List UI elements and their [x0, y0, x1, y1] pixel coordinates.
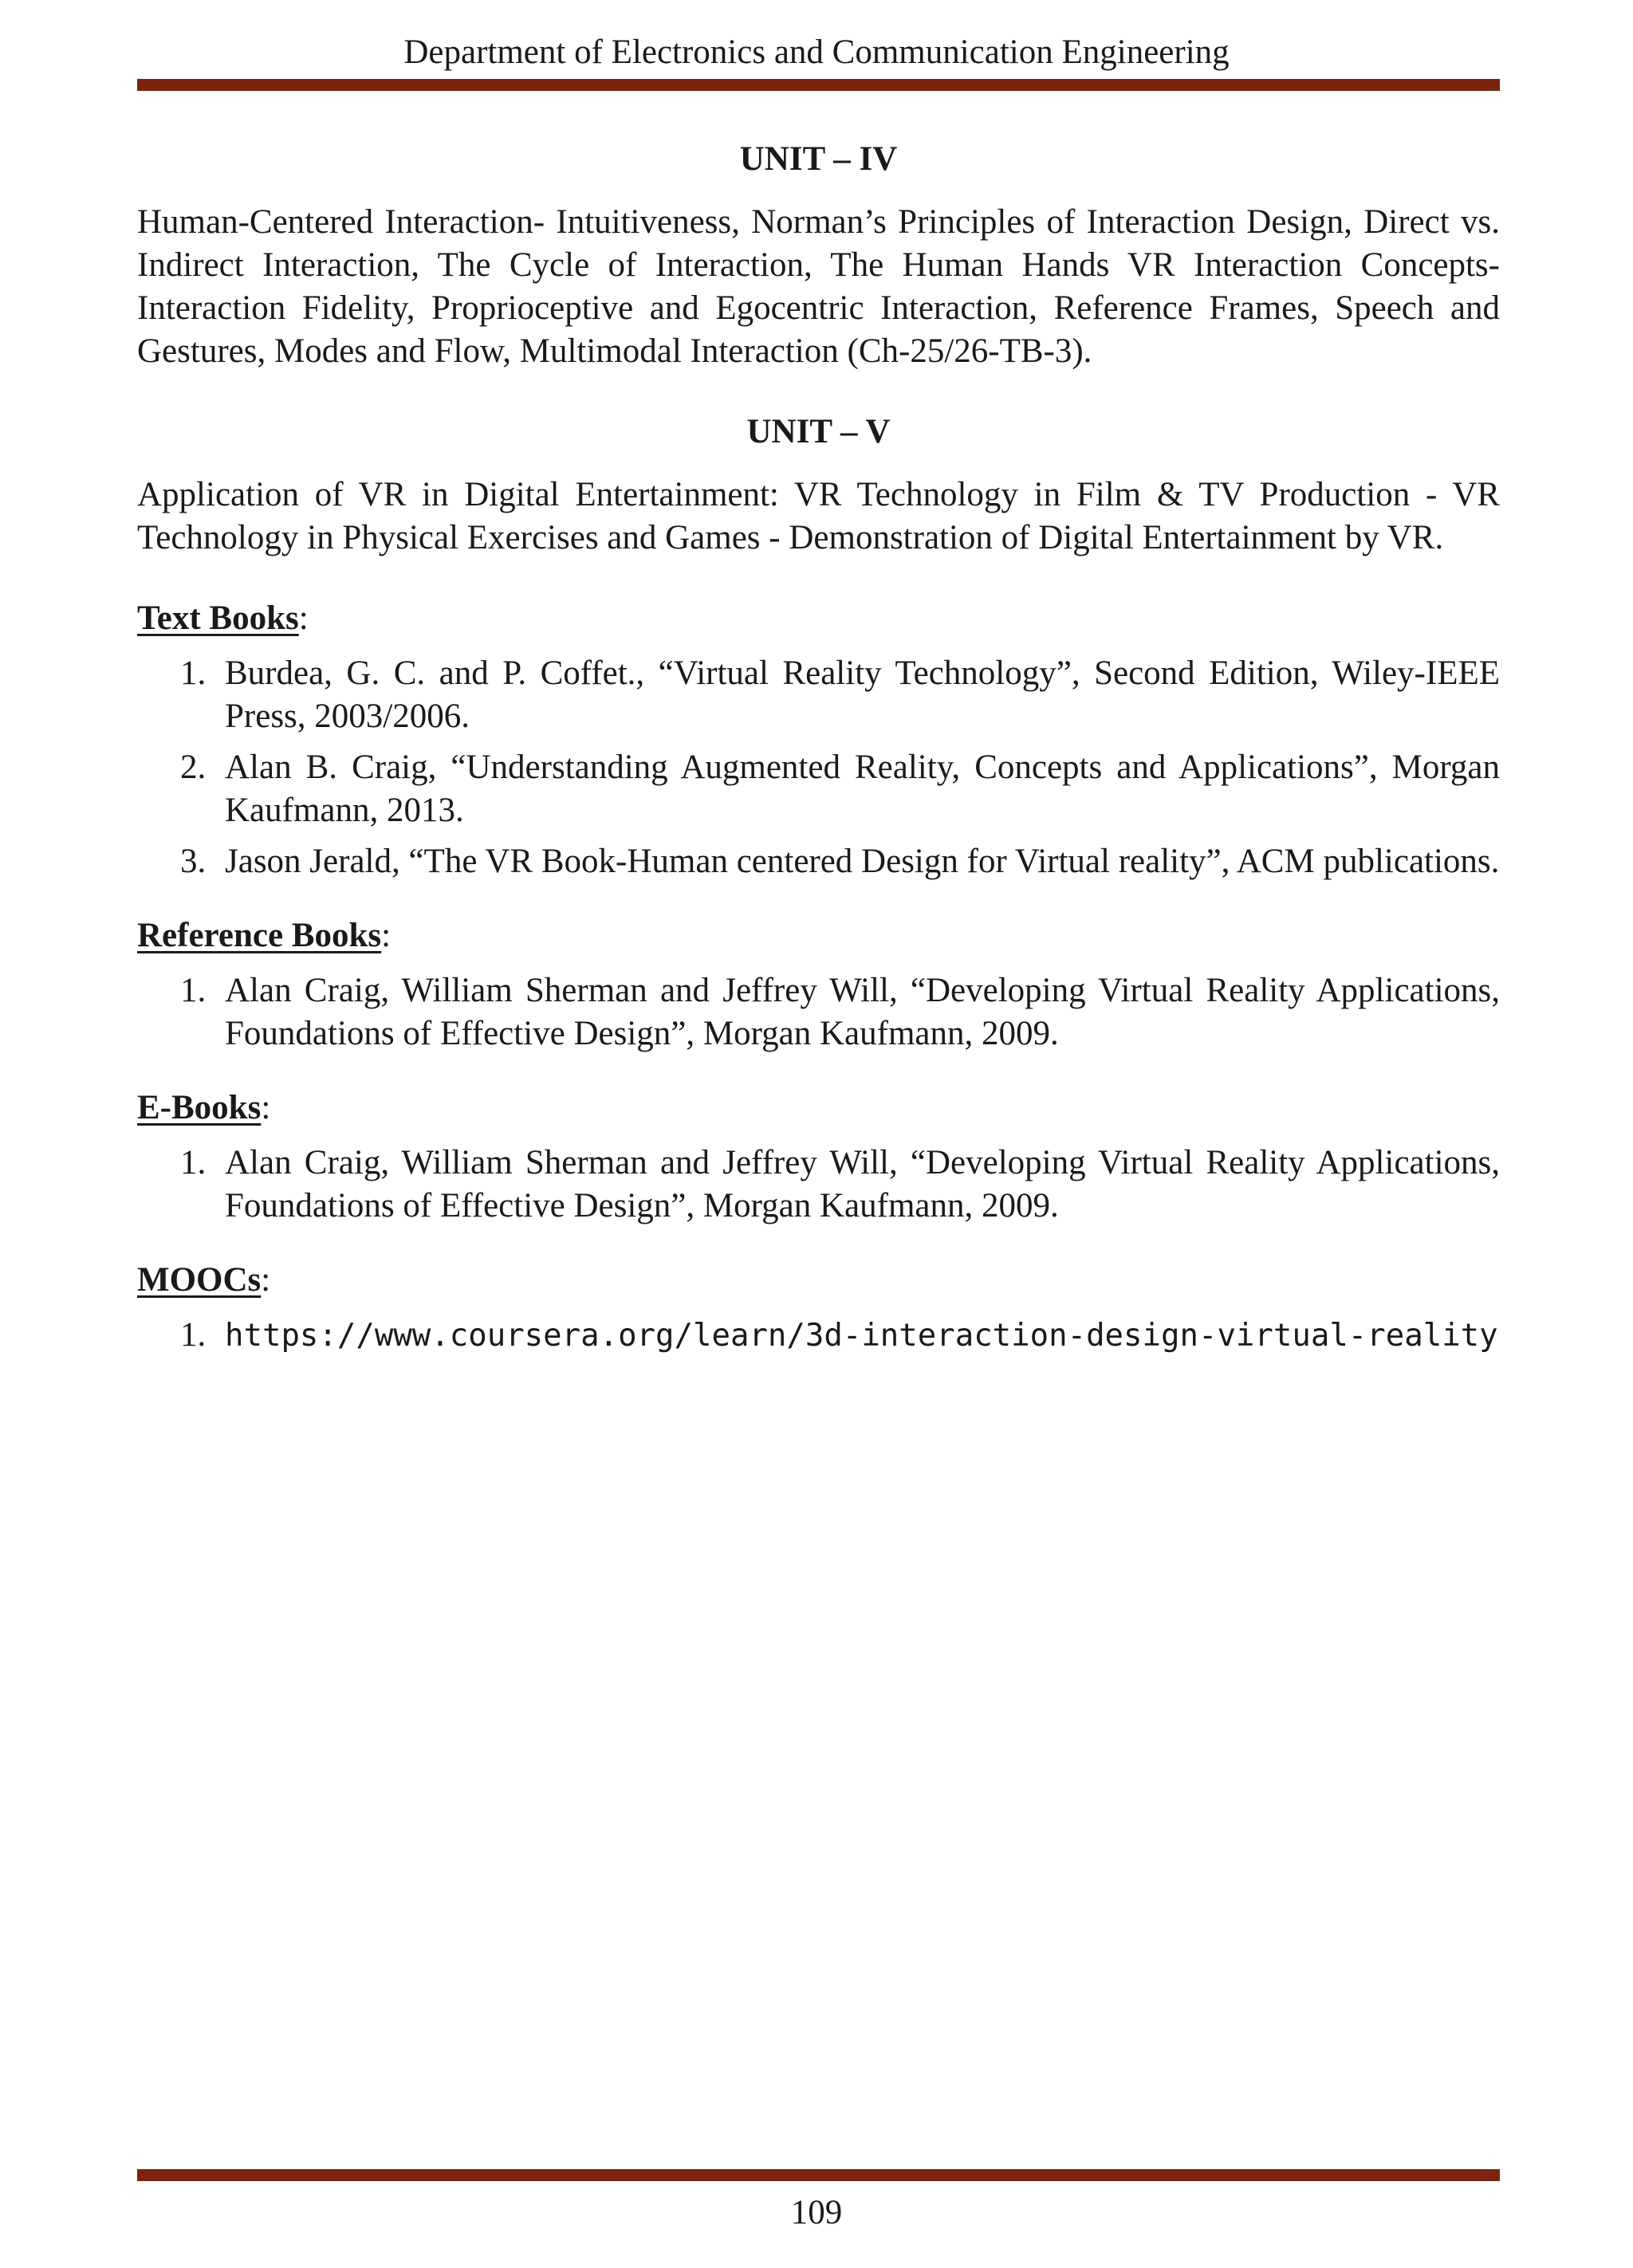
list-item-text: Jason Jerald, “The VR Book-Human centered Design for Virtual reality”, ACM publications.: [225, 843, 1500, 880]
list-number: 3.: [180, 843, 207, 880]
list-item: [137, 746, 1500, 832]
unit-5-body: Application of VR in Digital Entertainment: VR Technology in Film & TV Production - VR Technology in Physical Exercises and Games - Demonstration of Digital Entertainment by VR.: [137, 476, 1500, 556]
list-item-text: Alan B. Craig, “Understanding Augmented Reality, Concepts and Applications”, Morgan Kaufmann, 2013.: [225, 749, 1500, 829]
text-books-heading: Text Books:: [137, 599, 309, 637]
unit-4-body: Human-Centered Interaction- Intuitiveness, Norman’s Principles of Interaction Design, Direct vs. Indirect Interaction, The Cycle of Interaction, The Human Hands VR Interaction Concepts- Interaction Fidelity, Proprioceptive and Egocentric Interaction, Reference Frames, Speech and Gestures, Modes and Flow, Multimodal Interaction (Ch-25/26-TB-3).: [137, 203, 1500, 370]
list-number: 1.: [180, 1144, 207, 1181]
text-books-list: [137, 652, 1500, 883]
unit-5-heading: UNIT – V: [746, 413, 891, 450]
footer-rule: [137, 2169, 1500, 2181]
e-books-heading: E-Books:: [137, 1089, 271, 1126]
moocs-heading: MOOCs:: [137, 1261, 271, 1299]
mooc-link[interactable]: https://www.coursera.org/learn/3d-interaction-design-virtual-reality: [225, 1318, 1498, 1354]
list-number: 1.: [180, 972, 207, 1009]
list-item: [137, 652, 1500, 738]
list-item-text: Burdea, G. C. and P. Coffet., “Virtual Reality Technology”, Second Edition, Wiley-IEEE Press, 2003/2006.: [225, 654, 1500, 735]
list-item: [137, 1142, 1500, 1228]
page-number: 109: [790, 2194, 843, 2231]
reference-books-list: [137, 969, 1500, 1055]
page-content: [137, 136, 1500, 1386]
moocs-list: [137, 1314, 1500, 1358]
reference-books-heading: Reference Books:: [137, 917, 392, 954]
unit-4-heading: UNIT – IV: [739, 140, 898, 178]
list-number: 1.: [180, 654, 207, 692]
list-number: 1.: [180, 1316, 207, 1354]
text-books-label: Text Books: [137, 599, 299, 637]
e-books-list: [137, 1142, 1500, 1228]
header-rule: [137, 79, 1500, 91]
moocs-label: MOOCs: [137, 1261, 262, 1299]
list-item: [137, 969, 1500, 1055]
list-number: 2.: [180, 749, 207, 786]
reference-books-label: Reference Books: [137, 917, 382, 954]
e-books-label: E-Books: [137, 1089, 262, 1126]
list-item-text: Alan Craig, William Sherman and Jeffrey Will, “Developing Virtual Reality Applications, Foundations of Effective Design”, Morgan Kaufmann, 2009.: [225, 1144, 1500, 1224]
list-item-text: Alan Craig, William Sherman and Jeffrey Will, “Developing Virtual Reality Applications, Foundations of Effective Design”, Morgan Kaufmann, 2009.: [225, 972, 1500, 1052]
list-item: [137, 1314, 1500, 1358]
list-item: [137, 840, 1500, 883]
running-header: Department of Electronics and Communication Engineering: [403, 33, 1230, 71]
